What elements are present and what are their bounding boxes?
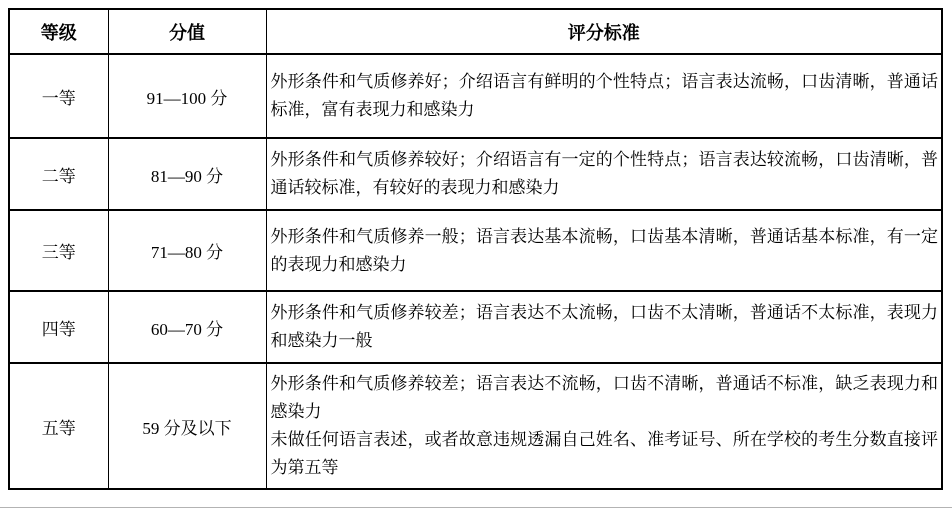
- criteria-paragraph: 外形条件和气质修养较好；介绍语言有一定的个性特点；语言表达较流畅，口齿清晰，普通话较标准，有较好的表现力和感染力: [270, 150, 938, 197]
- table-row-grade-3: [9, 210, 942, 291]
- criteria-cell: [266, 138, 942, 210]
- grading-criteria-table: [8, 8, 943, 490]
- criteria-cell: [266, 291, 942, 363]
- table-row-grade-2: [9, 138, 942, 210]
- criteria-paragraph: 外形条件和气质修养好；介绍语言有鲜明的个性特点；语言表达流畅，口齿清晰，普通话标准，富有表现力和感染力: [270, 72, 938, 119]
- grade-cell: 一等: [9, 54, 108, 138]
- score-cell: 91—100 分: [108, 54, 266, 138]
- criteria-cell: [266, 54, 942, 138]
- grade-cell: 四等: [9, 291, 108, 363]
- criteria-paragraph: 外形条件和气质修养一般；语言表达基本流畅，口齿基本清晰，普通话基本标准，有一定的表现力和感染力: [270, 226, 938, 274]
- table-row-grade-1: [9, 54, 942, 138]
- criteria-cell: [266, 363, 942, 489]
- criteria-paragraph: 未做任何语言表述，或者故意违规透漏自己姓名、准考证号、所在学校的考生分数直接评为第五等: [270, 430, 938, 477]
- score-cell: 81—90 分: [108, 138, 266, 210]
- header-grade: 等级: [9, 9, 108, 54]
- criteria-cell: [266, 210, 942, 291]
- criteria-paragraph: 外形条件和气质修养较差；语言表达不流畅，口齿不清晰，普通话不标准，缺乏表现力和感染力: [270, 374, 938, 421]
- criteria-paragraph: 外形条件和气质修养较差；语言表达不太流畅，口齿不太清晰，普通话不太标准，表现力和感染力一般: [270, 303, 938, 350]
- table-header-row: [9, 9, 942, 54]
- header-score: 分值: [108, 9, 266, 54]
- grade-cell: 二等: [9, 138, 108, 210]
- header-criteria: 评分标准: [266, 9, 942, 54]
- score-cell: 59 分及以下: [108, 363, 266, 489]
- page-bottom-rule: [0, 507, 952, 508]
- table-row-grade-4: [9, 291, 942, 363]
- grade-cell: 五等: [9, 363, 108, 489]
- table-row-grade-5: [9, 363, 942, 489]
- score-cell: 71—80 分: [108, 210, 266, 291]
- grade-cell: 三等: [9, 210, 108, 291]
- score-cell: 60—70 分: [108, 291, 266, 363]
